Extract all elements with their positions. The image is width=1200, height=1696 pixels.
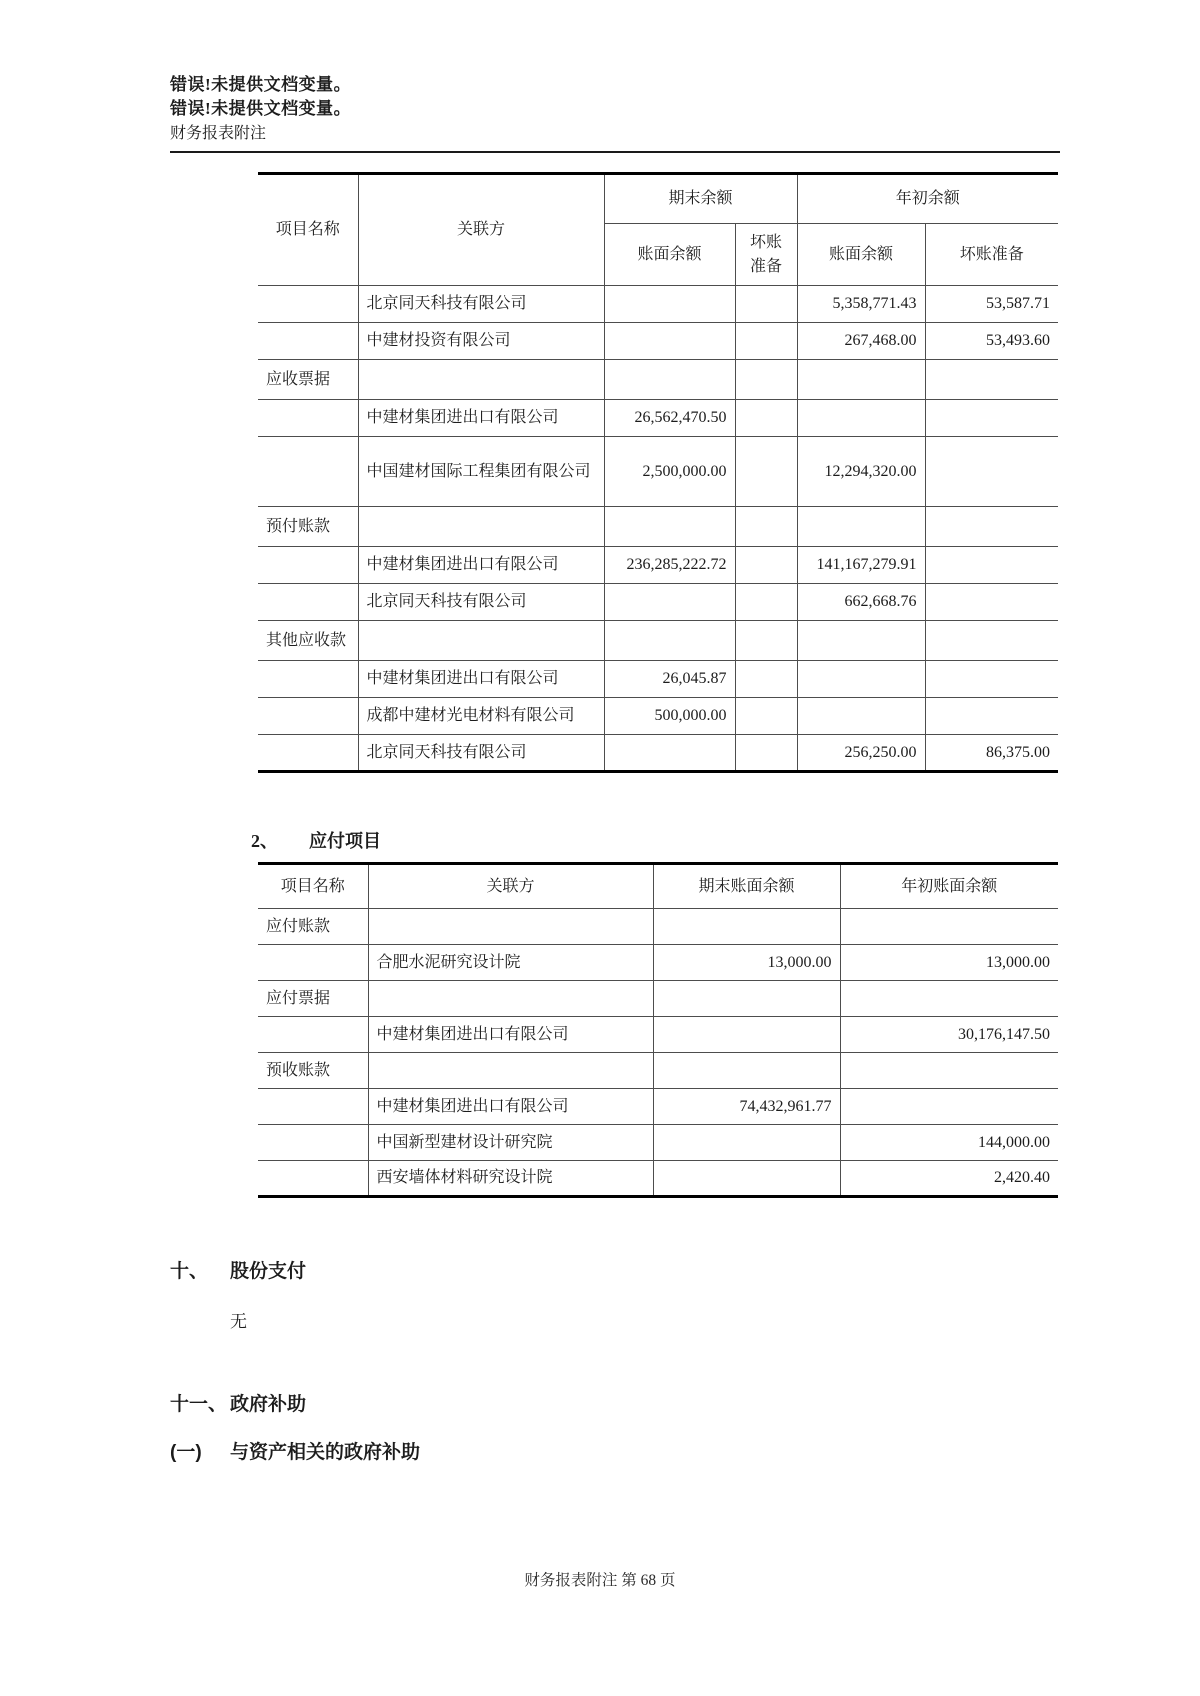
cell-item: 其他应收款 bbox=[258, 621, 358, 661]
cell-end-baddebt bbox=[735, 698, 797, 735]
section-heading-payables bbox=[251, 827, 920, 853]
section-title: 应付项目 bbox=[309, 831, 381, 851]
cell-end-book: 26,562,470.50 bbox=[604, 400, 735, 437]
cell-begin: 144,000.00 bbox=[840, 1125, 1058, 1161]
cell-begin-baddebt bbox=[925, 437, 1058, 507]
section-number: (一) bbox=[170, 1442, 202, 1463]
cell-end-book bbox=[604, 323, 735, 360]
cell-end-book: 236,285,222.72 bbox=[604, 547, 735, 584]
section-number: 十、 bbox=[170, 1261, 209, 1282]
cell-end-baddebt bbox=[735, 437, 797, 507]
cell-party: 中建材集团进出口有限公司 bbox=[358, 547, 604, 584]
cell-begin-book: 662,668.76 bbox=[797, 584, 925, 621]
cell-end-book bbox=[604, 735, 735, 772]
table-row bbox=[258, 981, 1058, 1017]
cell-end-baddebt bbox=[735, 621, 797, 661]
cell-item bbox=[258, 1089, 368, 1125]
table-header-row bbox=[258, 864, 1058, 909]
cell-item bbox=[258, 735, 358, 772]
col-header-ending-balance-group: 期末余额 bbox=[604, 174, 797, 224]
cell-begin bbox=[840, 1089, 1058, 1125]
cell-begin-baddebt bbox=[925, 621, 1058, 661]
cell-end-baddebt bbox=[735, 323, 797, 360]
table-row bbox=[258, 735, 1058, 772]
cell-end-book bbox=[604, 507, 735, 547]
table-row bbox=[258, 661, 1058, 698]
table-row bbox=[258, 1017, 1058, 1053]
table-row bbox=[258, 286, 1058, 323]
cell-party bbox=[368, 909, 653, 945]
table-row bbox=[258, 909, 1058, 945]
cell-end-book: 26,045.87 bbox=[604, 661, 735, 698]
cell-party: 中建材集团进出口有限公司 bbox=[368, 1089, 653, 1125]
cell-party: 中建材集团进出口有限公司 bbox=[358, 400, 604, 437]
section-title: 与资产相关的政府补助 bbox=[230, 1442, 421, 1463]
cell-item: 应付账款 bbox=[258, 909, 368, 945]
section-heading-asset-related-grants bbox=[170, 1437, 920, 1464]
table-row bbox=[258, 1053, 1058, 1089]
cell-end-book bbox=[604, 621, 735, 661]
cell-party: 中国建材国际工程集团有限公司 bbox=[358, 437, 604, 507]
related-party-receivables-table bbox=[258, 172, 1058, 773]
header-divider bbox=[170, 151, 1060, 153]
cell-begin-baddebt bbox=[925, 698, 1058, 735]
cell-begin-book bbox=[797, 360, 925, 400]
cell-party: 成都中建材光电材料有限公司 bbox=[358, 698, 604, 735]
cell-begin-baddebt bbox=[925, 507, 1058, 547]
cell-item: 应收票据 bbox=[258, 360, 358, 400]
col-header-item: 项目名称 bbox=[258, 864, 368, 909]
cell-end-baddebt bbox=[735, 286, 797, 323]
cell-end-baddebt bbox=[735, 735, 797, 772]
cell-item bbox=[258, 698, 358, 735]
col-header-ending-book: 期末账面余额 bbox=[653, 864, 840, 909]
cell-party bbox=[368, 981, 653, 1017]
table-row bbox=[258, 584, 1058, 621]
cell-begin-book bbox=[797, 400, 925, 437]
col-header-item: 项目名称 bbox=[258, 174, 358, 286]
cell-begin-book bbox=[797, 698, 925, 735]
cell-party: 中建材投资有限公司 bbox=[358, 323, 604, 360]
cell-begin-book: 12,294,320.00 bbox=[797, 437, 925, 507]
cell-party: 西安墙体材料研究设计院 bbox=[368, 1161, 653, 1197]
related-party-payables-table bbox=[258, 862, 1058, 1198]
cell-item bbox=[258, 1017, 368, 1053]
cell-begin bbox=[840, 909, 1058, 945]
cell-party bbox=[368, 1053, 653, 1089]
col-header-end-book: 账面余额 bbox=[604, 224, 735, 286]
table-row bbox=[258, 437, 1058, 507]
document-header bbox=[170, 73, 920, 153]
table-row bbox=[258, 507, 1058, 547]
cell-party: 中建材集团进出口有限公司 bbox=[368, 1017, 653, 1053]
payables-table-wrap bbox=[258, 862, 1050, 1198]
cell-begin-book bbox=[797, 661, 925, 698]
header-error-line-2: 错误!未提供文档变量。 bbox=[170, 99, 352, 118]
cell-end-book bbox=[604, 360, 735, 400]
cell-party: 北京同天科技有限公司 bbox=[358, 584, 604, 621]
table-row bbox=[258, 945, 1058, 981]
cell-end bbox=[653, 1161, 840, 1197]
cell-party: 中建材集团进出口有限公司 bbox=[358, 661, 604, 698]
cell-begin-baddebt: 86,375.00 bbox=[925, 735, 1058, 772]
cell-party bbox=[358, 621, 604, 661]
cell-end-baddebt bbox=[735, 507, 797, 547]
section-heading-government-grants bbox=[170, 1389, 920, 1416]
table-row bbox=[258, 323, 1058, 360]
cell-item bbox=[258, 323, 358, 360]
cell-item bbox=[258, 400, 358, 437]
cell-end bbox=[653, 981, 840, 1017]
section-heading-share-payment bbox=[170, 1256, 920, 1283]
cell-begin bbox=[840, 1053, 1058, 1089]
cell-begin-baddebt: 53,587.71 bbox=[925, 286, 1058, 323]
cell-end-book: 2,500,000.00 bbox=[604, 437, 735, 507]
cell-end-book bbox=[604, 286, 735, 323]
cell-begin-baddebt bbox=[925, 400, 1058, 437]
table-row bbox=[258, 621, 1058, 661]
cell-item: 预收账款 bbox=[258, 1053, 368, 1089]
cell-end: 74,432,961.77 bbox=[653, 1089, 840, 1125]
col-header-party: 关联方 bbox=[358, 174, 604, 286]
table-row bbox=[258, 698, 1058, 735]
cell-party bbox=[358, 507, 604, 547]
cell-begin: 2,420.40 bbox=[840, 1161, 1058, 1197]
cell-party: 合肥水泥研究设计院 bbox=[368, 945, 653, 981]
table-row bbox=[258, 1089, 1058, 1125]
header-error-line-1: 错误!未提供文档变量。 bbox=[170, 75, 352, 94]
cell-end-baddebt bbox=[735, 400, 797, 437]
page-footer: 财务报表附注 第 68 页 bbox=[524, 1572, 676, 1589]
cell-end: 13,000.00 bbox=[653, 945, 840, 981]
table-row bbox=[258, 1161, 1058, 1197]
cell-begin-book: 256,250.00 bbox=[797, 735, 925, 772]
cell-item bbox=[258, 547, 358, 584]
cell-item bbox=[258, 1125, 368, 1161]
cell-end bbox=[653, 1053, 840, 1089]
section-number: 2、 bbox=[251, 831, 278, 851]
cell-begin: 30,176,147.50 bbox=[840, 1017, 1058, 1053]
cell-begin-baddebt bbox=[925, 360, 1058, 400]
cell-item bbox=[258, 584, 358, 621]
cell-item bbox=[258, 945, 368, 981]
cell-end-baddebt bbox=[735, 584, 797, 621]
receivables-table-wrap bbox=[258, 172, 1051, 773]
cell-end bbox=[653, 1017, 840, 1053]
cell-begin-book: 141,167,279.91 bbox=[797, 547, 925, 584]
cell-begin-book bbox=[797, 507, 925, 547]
cell-item: 应付票据 bbox=[258, 981, 368, 1017]
col-header-beginning-book: 年初账面余额 bbox=[840, 864, 1058, 909]
cell-item bbox=[258, 1161, 368, 1197]
table-row bbox=[258, 1125, 1058, 1161]
cell-end-book bbox=[604, 584, 735, 621]
col-header-begin-book: 账面余额 bbox=[797, 224, 925, 286]
cell-begin-baddebt: 53,493.60 bbox=[925, 323, 1058, 360]
cell-end bbox=[653, 1125, 840, 1161]
cell-begin-baddebt bbox=[925, 547, 1058, 584]
table-header-row-groups bbox=[258, 174, 1058, 224]
cell-begin-baddebt bbox=[925, 661, 1058, 698]
cell-party: 中国新型建材设计研究院 bbox=[368, 1125, 653, 1161]
cell-item bbox=[258, 437, 358, 507]
cell-party bbox=[358, 360, 604, 400]
cell-end bbox=[653, 909, 840, 945]
cell-begin-book: 5,358,771.43 bbox=[797, 286, 925, 323]
cell-party: 北京同天科技有限公司 bbox=[358, 286, 604, 323]
cell-begin bbox=[840, 981, 1058, 1017]
col-header-beginning-balance-group: 年初余额 bbox=[797, 174, 1058, 224]
col-header-party: 关联方 bbox=[368, 864, 653, 909]
cell-party: 北京同天科技有限公司 bbox=[358, 735, 604, 772]
table-row bbox=[258, 360, 1058, 400]
cell-item bbox=[258, 661, 358, 698]
cell-begin-book: 267,468.00 bbox=[797, 323, 925, 360]
table-row bbox=[258, 547, 1058, 584]
col-header-begin-baddebt: 坏账准备 bbox=[925, 224, 1058, 286]
cell-end-baddebt bbox=[735, 547, 797, 584]
section-body-none: 无 bbox=[230, 1312, 247, 1331]
table-row bbox=[258, 400, 1058, 437]
col-header-end-baddebt: 坏账准备 bbox=[735, 224, 797, 286]
cell-begin-baddebt bbox=[925, 584, 1058, 621]
cell-end-baddebt bbox=[735, 360, 797, 400]
header-subtitle: 财务报表附注 bbox=[170, 125, 267, 142]
section-title: 政府补助 bbox=[230, 1394, 307, 1415]
cell-begin: 13,000.00 bbox=[840, 945, 1058, 981]
cell-item: 预付账款 bbox=[258, 507, 358, 547]
cell-item bbox=[258, 286, 358, 323]
section-title: 股份支付 bbox=[230, 1261, 307, 1282]
cell-begin-book bbox=[797, 621, 925, 661]
cell-end-book: 500,000.00 bbox=[604, 698, 735, 735]
section-number: 十一、 bbox=[170, 1394, 228, 1415]
cell-end-baddebt bbox=[735, 661, 797, 698]
